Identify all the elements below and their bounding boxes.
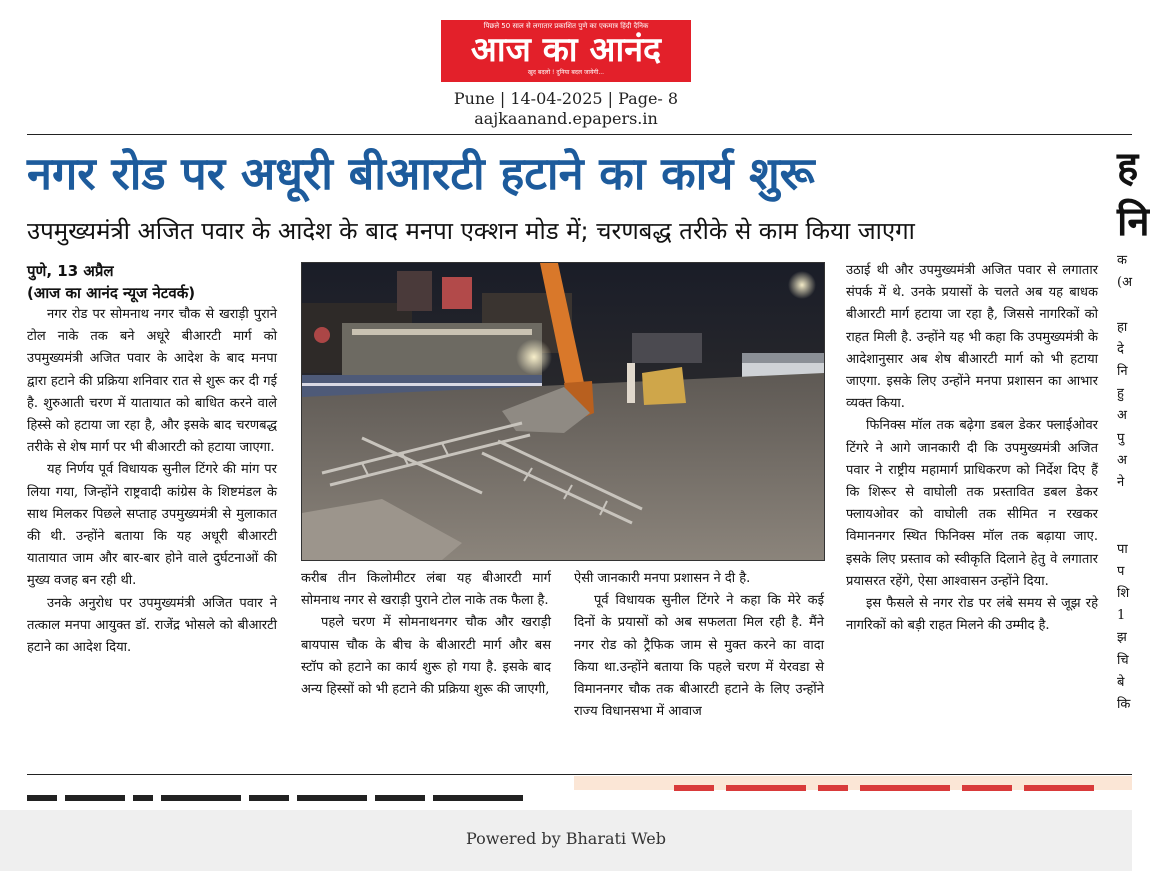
paragraph: पूर्व विधायक सुनील टिंगरे ने कहा कि मेरे कई दिनों के प्रयासों को अब सफलता मिल रही है. मैंने नगर रोड को ट्रैफिक जाम से मुक्त करने का वादा किया था.उन्होंने बताया कि पहले चरण में येरवडा से विमाननगर चौक तक बीआरटी हटाने के लिए उन्होंने राज्य विधानसभा में आवाज: [574, 593, 824, 720]
edition-info: Pune | 14-04-2025 | Page- 8: [453, 89, 679, 108]
adjacent-text-fragment: अ: [1117, 452, 1127, 468]
article-column-3: [574, 568, 824, 723]
article-byline: (आज का आनंद न्यूज नेटवर्क): [27, 284, 196, 302]
night-road-excavator-image: [302, 263, 824, 560]
adjacent-text-fragment: कि: [1117, 697, 1131, 713]
logo-motto: खुद बदलो ! दुनिया बदल जायेगी...: [527, 69, 605, 76]
paragraph: ऐसी जानकारी मनपा प्रशासन ने दी है.: [574, 571, 751, 586]
adjacent-text-fragment: पा: [1117, 541, 1128, 557]
newspaper-logo: [441, 20, 691, 82]
adjacent-text-fragment: पु: [1117, 430, 1125, 446]
article-subhead: उपमुख्यमंत्री अजित पवार के आदेश के बाद मनपा एक्शन मोड में; चरणबद्ध तरीके से काम किया जाएगा: [27, 217, 915, 245]
paragraph: उनके अनुरोध पर उपमुख्यमंत्री अजित पवार ने तत्काल मनपा आयुक्त डॉ. राजेंद्र भोसले को बीआरटी हटाने का आदेश दिया.: [27, 595, 277, 656]
article-column-4: [846, 260, 1098, 637]
adjacent-text-fragment: चि: [1117, 652, 1129, 668]
paragraph: फिनिक्स मॉल तक बढ़ेगा डबल डेकर फ्लाईओवर टिंगरे ने आगे जानकारी दी कि उपमुख्यमंत्री अजित पवार ने राष्ट्रीय महामार्ग प्राधिकरण को निर्देश दिए हैं कि शिरूर से वाघोली तक प्रस्तावित डबल डेकर फ्लायओवर को वाघोली तक सीमित न रखकर विमाननगर स्थित फिनिक्स मॉल तक बढ़ाया जाए. इसके लिए प्रस्ताव को स्वीकृति दिलाने हेतु वे लगातार प्रयासरत रहेंगे, ऐसा आश्वासन उन्होंने दिया.: [846, 418, 1098, 589]
adjacent-text-fragment: अ: [1117, 408, 1127, 424]
adjacent-text-fragment: [1117, 294, 1132, 316]
adjacent-article-edge: [1117, 140, 1150, 770]
logo-name: आज का आनंद: [470, 30, 662, 70]
adjacent-text-fragment: झ: [1117, 630, 1127, 646]
paragraph: इस फैसले से नगर रोड पर लंबे समय से जूझ रहे नागरिकों को बड़ी राहत मिलने की उम्मीद है.: [846, 596, 1098, 634]
bottom-divider: [27, 774, 1132, 775]
adjacent-text-fragment: प: [1117, 563, 1125, 579]
powered-by-footer[interactable]: Powered by Bharati Web: [0, 810, 1132, 871]
adjacent-headline-fragment: नि: [1117, 199, 1150, 245]
adjacent-text-fragment: बे: [1117, 674, 1125, 690]
next-headline-banner: [574, 776, 1132, 790]
adjacent-text-fragment: ने: [1117, 475, 1125, 491]
paragraph: पहले चरण में सोमनाथनगर चौक और खराड़ी बायपास चौक के बीच के बीआरटी मार्ग और बस स्टॉप को हटाने का कार्य शुरू हो गया है. इसके बाद अन्य हिस्सों को भी हटाने की प्रक्रिया शुरू की जाएगी,: [301, 615, 551, 698]
next-headline-fragment: [27, 782, 557, 790]
article-photo: [301, 262, 825, 561]
article-column-2: [301, 568, 551, 701]
article-headline: नगर रोड पर अधूरी बीआरटी हटाने का कार्य शुरू: [27, 147, 815, 200]
adjacent-text-fragment: [1117, 494, 1132, 516]
adjacent-text-fragment: हु: [1117, 386, 1124, 402]
adjacent-text-fragment: शि: [1117, 586, 1130, 602]
adjacent-text-fragment: (अ: [1117, 275, 1133, 291]
adjacent-text-fragment: नि: [1117, 364, 1128, 380]
article-column-1: [27, 260, 277, 659]
paragraph: उठाई थी और उपमुख्यमंत्री अजित पवार से लगातार संपर्क में थे. उनके प्रयासों के चलते अब यह बाधक बीआरटी मार्ग हटाया जा रहा है, जिससे नागरिकों को राहत मिली है. उन्होंने यह भी कहा कि उपमुख्यमंत्री के आदेशानुसार अब शेष बीआरटी मार्ग को भी हटाया जाएगा. इसके लिए उन्होंने मनपा प्रशासन का आभार व्यक्त किया.: [846, 263, 1098, 412]
article-dateline: पुणे, 13 अप्रैल: [27, 262, 114, 280]
adjacent-text-fragment: [1117, 516, 1132, 538]
adjacent-text-fragment: हा: [1117, 319, 1128, 335]
logo-tagline: पिछले 50 साल से लगातार प्रकाशित पुणे का एकमात्र हिंदी दैनिक: [483, 22, 649, 30]
paragraph: यह निर्णय पूर्व विधायक सुनील टिंगरे की मांग पर लिया गया, जिन्होंने राष्ट्रवादी कांग्रेस के शिष्टमंडल के साथ मिलकर पिछले सप्ताह उपमुख्यमंत्री से मुलाकात की थी. उन्होंने बताया कि यह अधूरी बीआरटी यातायात जाम और बार-बार होने वाले दुर्घटनाओं की मुख्य वजह बन रही थी.: [27, 462, 277, 589]
top-divider: [27, 134, 1132, 135]
adjacent-headline-fragment: ह: [1117, 144, 1139, 190]
paragraph: करीब तीन किलोमीटर लंबा यह बीआरटी मार्ग सोमनाथ नगर से खराड़ी पुराने टोल नाके तक फैला है.: [301, 571, 551, 609]
adjacent-text-fragment: 1: [1117, 608, 1126, 624]
adjacent-text-fragment: क: [1117, 253, 1127, 268]
paragraph: नगर रोड पर सोमनाथ नगर चौक से खराड़ी पुराने टोल नाके तक बने अधूरे बीआरटी मार्ग को उपमुख्यमंत्री अजित पवार के आदेश के बाद मनपा द्वारा हटाने की प्रक्रिया शनिवार रात से शुरू कर दी गई है. शुरुआती चरण में यातायात को बाधित करने वाले हिस्से को हटाया जा रहा है, और इसके बाद चरणबद्ध तरीके से शेष मार्ग पर भी बीआरटी को हटाया जाएगा.: [27, 307, 277, 456]
site-url[interactable]: aajkaanand.epapers.in: [474, 109, 658, 128]
adjacent-text-fragment: दे: [1117, 341, 1124, 357]
